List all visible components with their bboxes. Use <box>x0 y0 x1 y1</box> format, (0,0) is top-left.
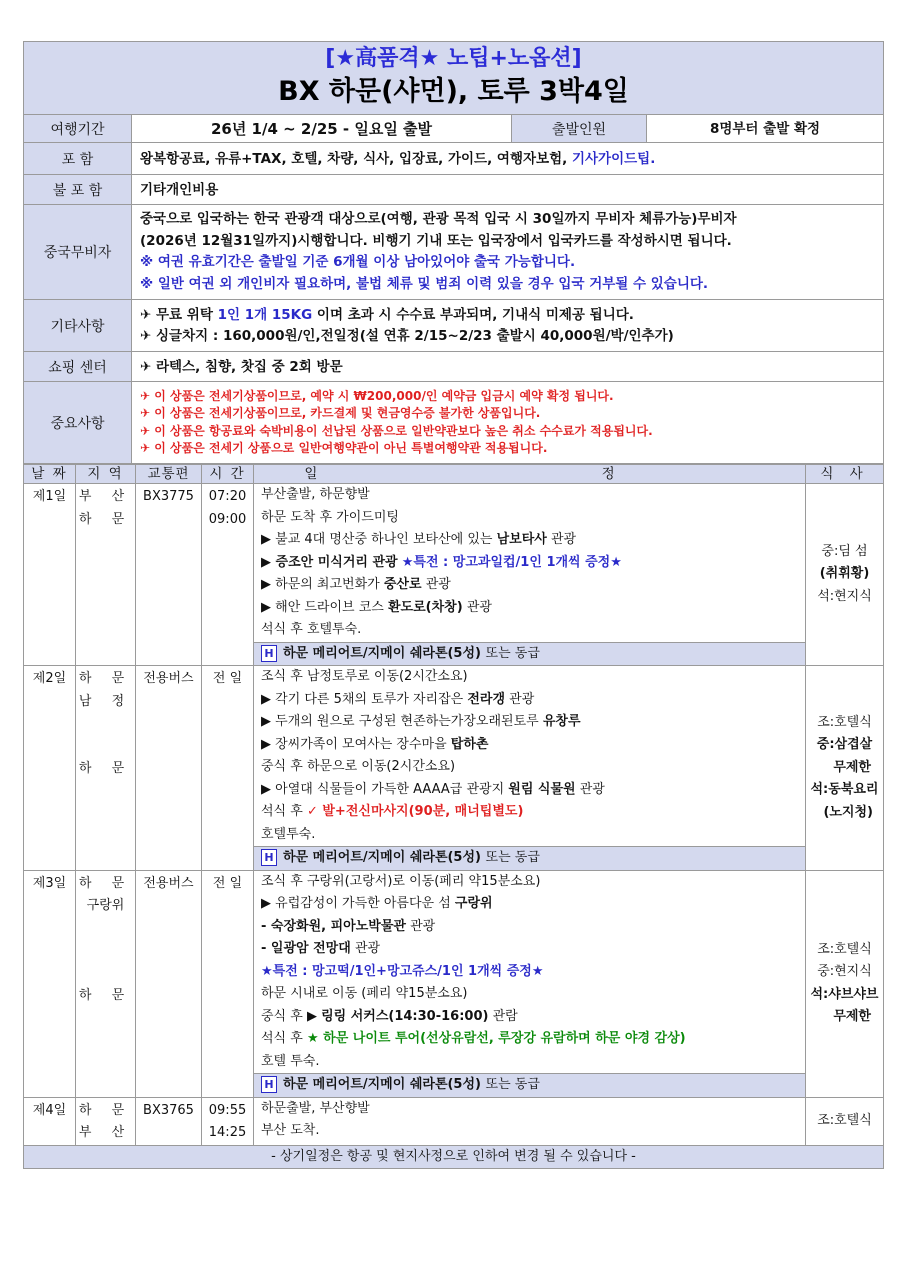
it-line: ▶ 두개의 원으로 구성된 현존하는가장오래된토루 유창루 <box>261 714 581 729</box>
etc-value <box>132 300 884 352</box>
tour-document <box>23 41 883 1169</box>
it-line: 하문 도착 후 가이드미팅 <box>261 509 399 525</box>
day-label: 제1일 <box>24 484 76 666</box>
header-transport: 교통편 <box>136 465 202 484</box>
day-label: 제4일 <box>24 1097 76 1145</box>
it-line: 중식 후 ▶ 링링 서커스(14:30-16:00) 관람 <box>261 1008 518 1024</box>
day-transport: BX3765 <box>136 1097 202 1145</box>
include-tip-text: 기사가이드팁. <box>571 150 656 167</box>
it-line: - 일광암 전망대 관광 <box>261 941 381 956</box>
it-line: ▶ 각기 다른 5채의 토루가 자리잡은 전라갱 관광 <box>261 691 535 707</box>
day-meals <box>806 870 884 1097</box>
day-itinerary <box>254 666 806 871</box>
region: 구랑위 <box>86 898 125 913</box>
region: 하 문 <box>78 988 133 1003</box>
it-line: 호텔투숙. <box>261 826 316 842</box>
meal: (취휘황) <box>819 566 870 582</box>
day-regions <box>76 484 136 666</box>
meal: (노지청) <box>823 804 873 820</box>
header-day: 날 짜 <box>24 465 76 484</box>
exclude-label: 불 포 함 <box>24 175 132 205</box>
hotel-line: H 하문 메리어트/지메이 쉐라톤(5성) 또는 동급 <box>254 642 805 666</box>
pax-value: 8명부터 출발 확정 <box>647 115 884 143</box>
hotel-icon: H <box>261 645 277 662</box>
header-time: 시 간 <box>202 465 254 484</box>
shop-value: ✈ 라텍스, 침향, 찻집 중 2회 방문 <box>132 352 884 382</box>
it-line: 부산출발, 하문향발 <box>261 487 370 502</box>
day-times <box>202 1097 254 1145</box>
meal: 무제한 <box>833 759 871 775</box>
shop-label: 쇼핑 센터 <box>24 352 132 382</box>
day-meals <box>806 484 884 666</box>
important-value <box>132 382 884 464</box>
day-meals <box>806 1097 884 1145</box>
visa-value <box>132 205 884 300</box>
it-line: ▶ 해안 드라이브 코스 환도로(차창) 관광 <box>261 599 492 615</box>
day-regions <box>76 1097 136 1145</box>
etc-line1-a: ✈ 무료 위탁 <box>140 306 213 323</box>
time: 전 일 <box>212 671 243 686</box>
day-regions <box>76 666 136 871</box>
etc-line2: ✈ 싱글차지 : 160,000원/인,전일정(설 연휴 2/15~2/23 출발시 40,000원/박/인추가) <box>140 327 674 344</box>
header-meal: 식 사 <box>806 465 884 484</box>
meal: 무제한 <box>833 1009 871 1024</box>
day-label: 제3일 <box>24 870 76 1097</box>
time: 07:20 <box>208 489 247 504</box>
header-itinerary: 일 정 <box>254 465 806 484</box>
visa-line2: (2026년 12월31일까지)시행합니다. 비행기 기내 또는 입국장에서 입국카드를 작성하시면 됩니다. <box>140 232 732 249</box>
meal: 석:샤브샤브 <box>810 986 879 1002</box>
title-block <box>24 42 884 115</box>
region: 부 산 <box>78 1125 133 1140</box>
visa-line3: ※ 여권 유효기간은 출발일 기준 6개월 이상 남아있어야 출국 가능합니다. <box>140 254 576 270</box>
it-line: ★특전 : 망고떡/1인+망고쥬스/1인 1개씩 증정★ <box>261 963 544 979</box>
region: 하 문 <box>78 671 133 686</box>
header-region: 지 역 <box>76 465 136 484</box>
important-label: 중요사항 <box>24 382 132 464</box>
footer-note: - 상기일정은 항공 및 현지사정으로 인하여 변경 될 수 있습니다 - <box>24 1145 884 1169</box>
it-line: 부산 도착. <box>261 1123 320 1138</box>
day-itinerary <box>254 870 806 1097</box>
day-regions <box>76 870 136 1097</box>
day-row-3 <box>24 870 884 1097</box>
time: 14:25 <box>208 1125 247 1140</box>
hotel-icon: H <box>261 1076 277 1093</box>
region: 부 산 <box>78 489 133 504</box>
it-line: 조식 후 구랑위(고랑서)로 이동(페리 약15분소요) <box>261 873 541 889</box>
region: 하 문 <box>78 511 133 527</box>
day-itinerary <box>254 484 806 666</box>
day-times <box>202 666 254 871</box>
time: 전 일 <box>212 875 243 891</box>
it-line: ▶ 불교 4대 명산중 하나인 보타산에 있는 남보타사 관광 <box>261 532 577 547</box>
visa-label: 중국무비자 <box>24 205 132 300</box>
title-line1: [★高품격★ 노팁+노옵션] <box>325 46 582 71</box>
it-line: ▶ 장씨가족이 모여사는 장수마을 탑하촌 <box>261 736 489 752</box>
info-table <box>23 41 884 464</box>
day-label: 제2일 <box>24 666 76 871</box>
day-times <box>202 484 254 666</box>
it-line: 석식 후 ★ 하문 나이트 투어(선상유람선, 루장강 유람하며 하문 야경 감상) <box>261 1031 686 1046</box>
etc-label: 기타사항 <box>24 300 132 352</box>
it-line: 하문 시내로 이동 (페리 약15분소요) <box>261 986 468 1001</box>
include-value <box>132 143 884 175</box>
important-line: ✈ 이 상품은 전세기 상품으로 일반여행약관이 아닌 특별여행약관 적용됩니다. <box>140 441 548 455</box>
day-itinerary <box>254 1097 806 1145</box>
day-times <box>202 870 254 1097</box>
it-line: 호텔 투숙. <box>261 1053 320 1069</box>
pax-label: 출발인원 <box>512 115 647 143</box>
it-line: - 숙장화원, 피아노박물관 관광 <box>261 918 436 934</box>
etc-baggage: 1인 1개 15KG <box>217 306 313 323</box>
it-line: ▶ 증조안 미식거리 관광 ★특전 : 망고과일컵/1인 1개씩 증정★ <box>261 554 622 570</box>
day-row-4 <box>24 1097 884 1145</box>
etc-line1-b: 이며 초과 시 수수료 부과되며, 기내식 미제공 됩니다. <box>316 306 634 323</box>
time: 09:55 <box>208 1102 247 1118</box>
region: 하 문 <box>78 875 133 891</box>
region: 하 문 <box>78 1102 133 1118</box>
day-transport: 전용버스 <box>136 666 202 871</box>
meal: 중:현지식 <box>817 964 872 979</box>
meal: 조:호텔식 <box>817 1112 872 1128</box>
important-line: ✈ 이 상품은 전세기상품이므로, 예약 시 ₩200,000/인 예약금 입금시 예약 확정 됩니다. <box>140 388 614 403</box>
meal: 조:호텔식 <box>817 714 872 730</box>
schedule-header <box>24 465 884 484</box>
include-label: 포 함 <box>24 143 132 175</box>
time: 09:00 <box>208 511 247 527</box>
meal: 석:현지식 <box>817 588 872 604</box>
day-meals <box>806 666 884 871</box>
day-transport: BX3775 <box>136 484 202 666</box>
day-row-1 <box>24 484 884 666</box>
region: 하 문 <box>78 761 133 776</box>
important-line: ✈ 이 상품은 전세기상품이므로, 카드결제 및 현금영수증 불가한 상품입니다. <box>140 406 541 420</box>
it-line: ▶ 유럽감성이 가득한 아름다운 섬 구랑위 <box>261 896 493 911</box>
it-line: 중식 후 하문으로 이동(2시간소요) <box>261 759 456 774</box>
it-line: 석식 후 ✓ 발+전신마사지(90분, 매너팁별도) <box>261 804 524 819</box>
meal: 석:동북요리 <box>810 782 879 797</box>
title-line2: BX 하문(샤먼), 토루 3박4일 <box>278 76 629 107</box>
etc-line1 <box>140 305 875 326</box>
meal: 중:삼겹살 <box>816 737 873 752</box>
important-line: ✈ 이 상품은 항공료와 숙박비용이 선납된 상품으로 일반약관보다 높은 취소 수수료가 적용됩니다. <box>140 423 653 438</box>
day-row-2 <box>24 666 884 871</box>
it-line: 하문출발, 부산향발 <box>261 1100 370 1116</box>
hotel-icon: H <box>261 849 277 866</box>
it-line: ▶ 아열대 식물들이 가득한 AAAA급 관광지 원림 식물원 관광 <box>261 781 605 797</box>
hotel-line: H 하문 메리어트/지메이 쉐라톤(5성) 또는 동급 <box>254 1073 805 1097</box>
visa-line1: 중국으로 입국하는 한국 관광객 대상으로(여행, 관광 목적 입국 시 30일까지 무비자 체류가능)무비자 <box>140 211 737 227</box>
schedule-table <box>23 464 884 1169</box>
period-label: 여행기간 <box>24 115 132 143</box>
it-line: 석식 후 호텔투숙. <box>261 622 362 637</box>
day-transport: 전용버스 <box>136 870 202 1097</box>
period-value: 26년 1/4 ~ 2/25 - 일요일 출발 <box>132 115 512 143</box>
it-line: 조식 후 남정토루로 이동(2시간소요) <box>261 669 468 684</box>
visa-line4: ※ 일반 여권 외 개인비자 필요하며, 불법 체류 및 범죄 이력 있을 경우 입국 거부될 수 있습니다. <box>140 275 709 292</box>
include-text: 왕복항공료, 유류+TAX, 호텔, 차량, 식사, 입장료, 가이드, 여행자보험, <box>140 150 568 167</box>
meal: 조:호텔식 <box>817 941 872 957</box>
region: 남 정 <box>78 693 133 709</box>
it-line: ▶ 하문의 최고번화가 중산로 관광 <box>261 577 451 592</box>
hotel-line: H 하문 메리어트/지메이 쉐라톤(5성) 또는 동급 <box>254 846 805 870</box>
exclude-value: 기타개인비용 <box>132 175 884 205</box>
meal: 중:딤 섬 <box>821 543 868 559</box>
